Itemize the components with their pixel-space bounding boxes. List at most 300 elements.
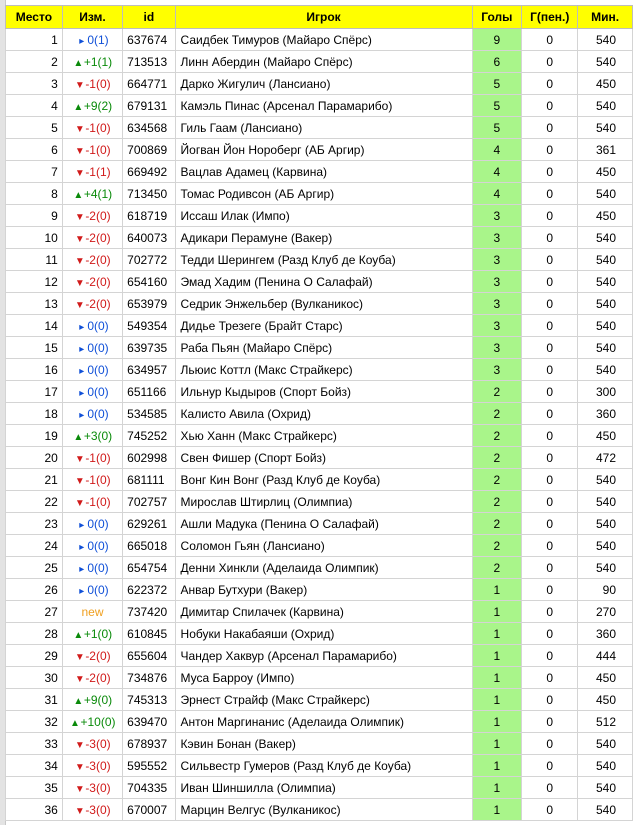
cell-player[interactable]: Тедди Шерингем (Разд Клуб де Коуба) (175, 249, 472, 271)
cell-place[interactable]: 21 (6, 469, 63, 491)
cell-goals[interactable]: 3 (472, 249, 522, 271)
cell-id[interactable]: 639470 (123, 711, 175, 733)
change-value: 0(1) (87, 32, 109, 47)
cell-penalty-goals[interactable]: 0 (522, 469, 578, 491)
cell-minutes[interactable]: 270 (578, 601, 633, 623)
cell-place[interactable]: 31 (6, 689, 63, 711)
cell-penalty-goals[interactable]: 0 (522, 667, 578, 689)
cell-place[interactable]: 5 (6, 117, 63, 139)
change-value: 0(0) (87, 384, 109, 399)
col-header-id[interactable]: id (123, 6, 175, 29)
cell-goals[interactable]: 5 (472, 117, 522, 139)
flag-icon: ▸ (79, 35, 85, 47)
cell-place[interactable]: 28 (6, 623, 63, 645)
cell-minutes[interactable]: 540 (578, 337, 633, 359)
cell-player[interactable]: Льюис Коттл (Макс Страйкерс) (175, 359, 472, 381)
cell-id[interactable]: 700869 (123, 139, 175, 161)
cell-change[interactable] (62, 73, 122, 95)
cell-change[interactable] (62, 799, 122, 821)
cell-player[interactable]: Саидбек Тимуров (Майаро Спёрс) (175, 29, 472, 51)
cell-player[interactable]: Вонг Кин Вонг (Разд Клуб де Коуба) (175, 469, 472, 491)
table-row (6, 469, 633, 491)
cell-penalty-goals[interactable]: 0 (522, 95, 578, 117)
cell-place[interactable]: 36 (6, 799, 63, 821)
cell-change[interactable] (62, 315, 122, 337)
cell-penalty-goals[interactable]: 0 (522, 513, 578, 535)
cell-minutes[interactable]: 540 (578, 491, 633, 513)
cell-minutes[interactable]: 540 (578, 535, 633, 557)
cell-goals[interactable]: 3 (472, 315, 522, 337)
cell-goals[interactable]: 1 (472, 667, 522, 689)
col-header-goals[interactable]: Голы (472, 6, 522, 29)
cell-minutes[interactable]: 540 (578, 359, 633, 381)
triangle-down-icon: ▼ (74, 497, 85, 509)
cell-change[interactable] (62, 227, 122, 249)
cell-penalty-goals[interactable]: 0 (522, 73, 578, 95)
cell-penalty-goals[interactable]: 0 (522, 557, 578, 579)
cell-player[interactable]: Анвар Бутхури (Вакер) (175, 579, 472, 601)
cell-penalty-goals[interactable]: 0 (522, 535, 578, 557)
change-value: +3(0) (83, 428, 113, 443)
cell-penalty-goals[interactable]: 0 (522, 799, 578, 821)
table-row (6, 689, 633, 711)
cell-goals[interactable]: 1 (472, 645, 522, 667)
cell-change[interactable] (62, 623, 122, 645)
cell-place[interactable]: 7 (6, 161, 63, 183)
cell-penalty-goals[interactable]: 0 (522, 777, 578, 799)
cell-penalty-goals[interactable]: 0 (522, 183, 578, 205)
cell-penalty-goals[interactable]: 0 (522, 733, 578, 755)
cell-goals[interactable]: 2 (472, 403, 522, 425)
cell-player[interactable]: Линн Абердин (Майаро Спёрс) (175, 51, 472, 73)
cell-id[interactable]: 745313 (123, 689, 175, 711)
cell-penalty-goals[interactable]: 0 (522, 227, 578, 249)
cell-id[interactable]: 681111 (123, 469, 175, 491)
cell-minutes[interactable]: 540 (578, 755, 633, 777)
cell-goals[interactable]: 6 (472, 51, 522, 73)
cell-penalty-goals[interactable]: 0 (522, 359, 578, 381)
triangle-down-icon: ▼ (74, 805, 85, 817)
cell-id[interactable]: 734876 (123, 667, 175, 689)
cell-minutes[interactable]: 450 (578, 425, 633, 447)
cell-penalty-goals[interactable]: 0 (522, 601, 578, 623)
cell-id[interactable]: 595552 (123, 755, 175, 777)
cell-id[interactable]: 702772 (123, 249, 175, 271)
cell-player[interactable]: Ашли Мадука (Пенина О Салафай) (175, 513, 472, 535)
cell-id[interactable]: 713513 (123, 51, 175, 73)
cell-player[interactable]: Хью Ханн (Макс Страйкерс) (175, 425, 472, 447)
cell-change[interactable] (62, 777, 122, 799)
cell-change[interactable] (62, 689, 122, 711)
cell-id[interactable]: 651166 (123, 381, 175, 403)
cell-minutes[interactable]: 540 (578, 315, 633, 337)
cell-id[interactable]: 639735 (123, 337, 175, 359)
cell-id[interactable]: 702757 (123, 491, 175, 513)
cell-minutes[interactable]: 540 (578, 51, 633, 73)
cell-goals[interactable]: 1 (472, 733, 522, 755)
cell-place[interactable]: 15 (6, 337, 63, 359)
cell-id[interactable]: 622372 (123, 579, 175, 601)
cell-goals[interactable]: 2 (472, 491, 522, 513)
cell-change[interactable] (62, 403, 122, 425)
cell-minutes[interactable]: 540 (578, 799, 633, 821)
cell-goals[interactable]: 1 (472, 755, 522, 777)
cell-goals[interactable]: 2 (472, 469, 522, 491)
cell-goals[interactable]: 3 (472, 337, 522, 359)
cell-change[interactable] (62, 557, 122, 579)
cell-player[interactable]: Камэль Пинас (Арсенал Парамарибо) (175, 95, 472, 117)
cell-id[interactable]: 602998 (123, 447, 175, 469)
cell-player[interactable]: Вацлав Адамец (Карвина) (175, 161, 472, 183)
cell-player[interactable]: Дарко Жигулич (Лансиано) (175, 73, 472, 95)
cell-player[interactable]: Эрнест Страйф (Макс Страйкерс) (175, 689, 472, 711)
cell-player[interactable]: Свен Фишер (Спорт Бойз) (175, 447, 472, 469)
cell-minutes[interactable]: 540 (578, 733, 633, 755)
change-value: -2(0) (85, 274, 111, 289)
table-row (6, 205, 633, 227)
triangle-up-icon: ▲ (73, 629, 84, 641)
cell-place[interactable]: 3 (6, 73, 63, 95)
change-value: +10(0) (80, 714, 116, 729)
cell-goals[interactable]: 1 (472, 601, 522, 623)
cell-minutes[interactable]: 540 (578, 95, 633, 117)
cell-goals[interactable]: 5 (472, 73, 522, 95)
cell-goals[interactable]: 4 (472, 161, 522, 183)
cell-change[interactable] (62, 139, 122, 161)
cell-player[interactable]: Дидье Трезеге (Брайт Старс) (175, 315, 472, 337)
cell-penalty-goals[interactable]: 0 (522, 249, 578, 271)
cell-place[interactable]: 17 (6, 381, 63, 403)
table-row (6, 535, 633, 557)
table-row (6, 711, 633, 733)
cell-player[interactable]: Мирослав Штирлиц (Олимпиа) (175, 491, 472, 513)
cell-place[interactable]: 4 (6, 95, 63, 117)
change-value: -2(0) (85, 252, 111, 267)
cell-change[interactable] (62, 337, 122, 359)
cell-place[interactable]: 1 (6, 29, 63, 51)
flag-icon: ▸ (79, 409, 85, 421)
cell-goals[interactable]: 4 (472, 183, 522, 205)
table-row (6, 29, 633, 51)
cell-player[interactable]: Гиль Гаам (Лансиано) (175, 117, 472, 139)
cell-penalty-goals[interactable]: 0 (522, 645, 578, 667)
cell-penalty-goals[interactable]: 0 (522, 711, 578, 733)
cell-goals[interactable]: 1 (472, 623, 522, 645)
cell-id[interactable]: 634568 (123, 117, 175, 139)
cell-place[interactable]: 10 (6, 227, 63, 249)
cell-goals[interactable]: 2 (472, 425, 522, 447)
change-value: -1(0) (85, 472, 111, 487)
table-row (6, 645, 633, 667)
cell-change[interactable] (62, 733, 122, 755)
cell-player[interactable]: Муса Барроу (Импо) (175, 667, 472, 689)
cell-place[interactable]: 14 (6, 315, 63, 337)
cell-id[interactable]: 669492 (123, 161, 175, 183)
flag-icon: ▸ (79, 541, 85, 553)
cell-goals[interactable]: 2 (472, 381, 522, 403)
change-value: +4(1) (83, 186, 113, 201)
cell-penalty-goals[interactable]: 0 (522, 579, 578, 601)
cell-goals[interactable]: 1 (472, 689, 522, 711)
cell-goals[interactable]: 1 (472, 799, 522, 821)
cell-minutes[interactable]: 540 (578, 249, 633, 271)
cell-id[interactable]: 665018 (123, 535, 175, 557)
cell-player[interactable]: Седрик Энжельбер (Вулканикос) (175, 293, 472, 315)
cell-penalty-goals[interactable]: 0 (522, 161, 578, 183)
cell-minutes[interactable]: 540 (578, 513, 633, 535)
cell-player[interactable]: Сильвестр Гумеров (Разд Клуб де Коуба) (175, 755, 472, 777)
cell-place[interactable]: 34 (6, 755, 63, 777)
cell-change[interactable] (62, 601, 122, 623)
cell-id[interactable]: 549354 (123, 315, 175, 337)
cell-change[interactable] (62, 711, 122, 733)
cell-id[interactable]: 618719 (123, 205, 175, 227)
table-row (6, 579, 633, 601)
cell-place[interactable]: 16 (6, 359, 63, 381)
cell-player[interactable]: Ильнур Кыдыров (Спорт Бойз) (175, 381, 472, 403)
cell-id[interactable]: 534585 (123, 403, 175, 425)
change-value: -2(0) (85, 230, 111, 245)
cell-penalty-goals[interactable]: 0 (522, 425, 578, 447)
cell-change[interactable] (62, 95, 122, 117)
cell-goals[interactable]: 1 (472, 777, 522, 799)
cell-player[interactable]: Нобуки Накабаяши (Охрид) (175, 623, 472, 645)
cell-player[interactable]: Томас Родивсон (АБ Аргир) (175, 183, 472, 205)
cell-player[interactable]: Эмад Хадим (Пенина О Салафай) (175, 271, 472, 293)
cell-player[interactable]: Димитар Спилачек (Карвина) (175, 601, 472, 623)
cell-place[interactable]: 19 (6, 425, 63, 447)
cell-place[interactable]: 29 (6, 645, 63, 667)
flag-icon: ▸ (79, 365, 85, 377)
cell-penalty-goals[interactable]: 0 (522, 689, 578, 711)
cell-id[interactable]: 634957 (123, 359, 175, 381)
triangle-up-icon: ▲ (73, 101, 84, 113)
cell-minutes[interactable]: 540 (578, 777, 633, 799)
cell-place[interactable]: 32 (6, 711, 63, 733)
cell-player[interactable]: Иван Шиншилла (Олимпиа) (175, 777, 472, 799)
cell-id[interactable]: 745252 (123, 425, 175, 447)
cell-change[interactable] (62, 491, 122, 513)
cell-minutes[interactable]: 360 (578, 623, 633, 645)
cell-goals[interactable]: 3 (472, 293, 522, 315)
cell-penalty-goals[interactable]: 0 (522, 315, 578, 337)
cell-player[interactable]: Иссаш Илак (Импо) (175, 205, 472, 227)
triangle-down-icon: ▼ (74, 475, 85, 487)
flag-icon: ▸ (79, 387, 85, 399)
cell-change[interactable] (62, 425, 122, 447)
table-row (6, 425, 633, 447)
change-value: -1(0) (85, 142, 111, 157)
cell-minutes[interactable]: 361 (578, 139, 633, 161)
cell-minutes[interactable]: 450 (578, 667, 633, 689)
cell-place[interactable]: 33 (6, 733, 63, 755)
cell-id[interactable]: 629261 (123, 513, 175, 535)
change-value: 0(0) (87, 516, 109, 531)
cell-id[interactable]: 670007 (123, 799, 175, 821)
cell-minutes[interactable]: 540 (578, 557, 633, 579)
cell-change[interactable] (62, 161, 122, 183)
cell-minutes[interactable]: 540 (578, 271, 633, 293)
cell-change[interactable] (62, 381, 122, 403)
cell-goals[interactable]: 2 (472, 557, 522, 579)
cell-player[interactable]: Денни Хинкли (Аделаида Олимпик) (175, 557, 472, 579)
cell-minutes[interactable]: 450 (578, 161, 633, 183)
cell-change[interactable] (62, 579, 122, 601)
cell-penalty-goals[interactable]: 0 (522, 51, 578, 73)
cell-id[interactable]: 654754 (123, 557, 175, 579)
cell-goals[interactable]: 2 (472, 535, 522, 557)
cell-player[interactable]: Йогван Йон Нороберг (АБ Аргир) (175, 139, 472, 161)
cell-change[interactable] (62, 117, 122, 139)
cell-minutes[interactable]: 360 (578, 403, 633, 425)
cell-change[interactable] (62, 51, 122, 73)
cell-place[interactable]: 26 (6, 579, 63, 601)
cell-minutes[interactable]: 444 (578, 645, 633, 667)
cell-minutes[interactable]: 540 (578, 293, 633, 315)
cell-goals[interactable]: 3 (472, 271, 522, 293)
cell-id[interactable]: 653979 (123, 293, 175, 315)
cell-id[interactable]: 664771 (123, 73, 175, 95)
cell-goals[interactable]: 3 (472, 359, 522, 381)
cell-goals[interactable]: 2 (472, 447, 522, 469)
cell-change[interactable] (62, 447, 122, 469)
cell-minutes[interactable]: 540 (578, 117, 633, 139)
cell-penalty-goals[interactable]: 0 (522, 491, 578, 513)
table-row (6, 359, 633, 381)
cell-change[interactable] (62, 755, 122, 777)
cell-id[interactable]: 678937 (123, 733, 175, 755)
cell-change[interactable] (62, 249, 122, 271)
cell-change[interactable] (62, 183, 122, 205)
cell-id[interactable]: 713450 (123, 183, 175, 205)
cell-minutes[interactable]: 512 (578, 711, 633, 733)
cell-player[interactable]: Чандер Хаквур (Арсенал Парамарибо) (175, 645, 472, 667)
cell-penalty-goals[interactable]: 0 (522, 29, 578, 51)
cell-penalty-goals[interactable]: 0 (522, 755, 578, 777)
cell-player[interactable]: Марцин Велгус (Вулканикос) (175, 799, 472, 821)
cell-id[interactable]: 679131 (123, 95, 175, 117)
cell-place[interactable]: 35 (6, 777, 63, 799)
cell-minutes[interactable]: 90 (578, 579, 633, 601)
cell-change[interactable] (62, 29, 122, 51)
cell-id[interactable]: 640073 (123, 227, 175, 249)
cell-minutes[interactable]: 450 (578, 73, 633, 95)
cell-place[interactable]: 22 (6, 491, 63, 513)
cell-goals[interactable]: 1 (472, 579, 522, 601)
cell-goals[interactable]: 2 (472, 513, 522, 535)
table-row (6, 755, 633, 777)
cell-place[interactable]: 9 (6, 205, 63, 227)
table-row (6, 161, 633, 183)
cell-minutes[interactable]: 450 (578, 689, 633, 711)
cell-id[interactable]: 654160 (123, 271, 175, 293)
cell-penalty-goals[interactable]: 0 (522, 403, 578, 425)
cell-goals[interactable]: 4 (472, 139, 522, 161)
cell-penalty-goals[interactable]: 0 (522, 205, 578, 227)
cell-place[interactable]: 2 (6, 51, 63, 73)
cell-penalty-goals[interactable]: 0 (522, 139, 578, 161)
cell-penalty-goals[interactable]: 0 (522, 293, 578, 315)
cell-id[interactable]: 637674 (123, 29, 175, 51)
cell-change[interactable] (62, 469, 122, 491)
cell-change[interactable] (62, 359, 122, 381)
col-header-player[interactable]: Игрок (175, 6, 472, 29)
cell-penalty-goals[interactable]: 0 (522, 337, 578, 359)
change-value: -1(0) (85, 450, 111, 465)
cell-id[interactable]: 610845 (123, 623, 175, 645)
cell-place[interactable]: 8 (6, 183, 63, 205)
col-header-penalty-goals[interactable]: Г(пен.) (522, 6, 578, 29)
change-value: new (81, 604, 104, 619)
cell-id[interactable]: 704335 (123, 777, 175, 799)
cell-change[interactable] (62, 271, 122, 293)
cell-change[interactable] (62, 645, 122, 667)
cell-place[interactable]: 20 (6, 447, 63, 469)
cell-minutes[interactable]: 450 (578, 205, 633, 227)
cell-change[interactable] (62, 513, 122, 535)
change-value: 0(0) (87, 560, 109, 575)
cell-minutes[interactable]: 300 (578, 381, 633, 403)
cell-penalty-goals[interactable]: 0 (522, 381, 578, 403)
cell-id[interactable]: 655604 (123, 645, 175, 667)
cell-player[interactable]: Раба Пьян (Майаро Спёрс) (175, 337, 472, 359)
cell-minutes[interactable]: 540 (578, 227, 633, 249)
cell-place[interactable]: 13 (6, 293, 63, 315)
cell-place[interactable]: 18 (6, 403, 63, 425)
cell-penalty-goals[interactable]: 0 (522, 271, 578, 293)
cell-change[interactable] (62, 205, 122, 227)
cell-penalty-goals[interactable]: 0 (522, 623, 578, 645)
cell-place[interactable]: 11 (6, 249, 63, 271)
cell-place[interactable]: 23 (6, 513, 63, 535)
cell-goals[interactable]: 5 (472, 95, 522, 117)
cell-minutes[interactable]: 540 (578, 29, 633, 51)
cell-minutes[interactable]: 472 (578, 447, 633, 469)
cell-change[interactable] (62, 535, 122, 557)
cell-place[interactable]: 6 (6, 139, 63, 161)
cell-goals[interactable]: 3 (472, 205, 522, 227)
cell-player[interactable]: Кэвин Бонан (Вакер) (175, 733, 472, 755)
cell-goals[interactable]: 1 (472, 711, 522, 733)
change-value: -3(0) (85, 758, 111, 773)
table-row (6, 601, 633, 623)
triangle-up-icon: ▲ (70, 717, 80, 729)
col-header-change[interactable]: Изм. (62, 6, 122, 29)
col-header-place[interactable]: Место (6, 6, 63, 29)
cell-penalty-goals[interactable]: 0 (522, 117, 578, 139)
cell-change[interactable] (62, 293, 122, 315)
triangle-down-icon: ▼ (74, 233, 85, 245)
cell-player[interactable]: Антон Маргинанис (Аделаида Олимпик) (175, 711, 472, 733)
cell-place[interactable]: 24 (6, 535, 63, 557)
cell-player[interactable]: Адикари Перамуне (Вакер) (175, 227, 472, 249)
cell-change[interactable] (62, 667, 122, 689)
cell-player[interactable]: Калисто Авила (Охрид) (175, 403, 472, 425)
col-header-minutes[interactable]: Мин. (578, 6, 633, 29)
cell-place[interactable]: 25 (6, 557, 63, 579)
table-row (6, 117, 633, 139)
cell-goals[interactable]: 3 (472, 227, 522, 249)
cell-player[interactable]: Соломон Гьян (Лансиано) (175, 535, 472, 557)
cell-goals[interactable]: 9 (472, 29, 522, 51)
cell-place[interactable]: 12 (6, 271, 63, 293)
cell-minutes[interactable]: 540 (578, 183, 633, 205)
cell-penalty-goals[interactable]: 0 (522, 447, 578, 469)
cell-id[interactable]: 737420 (123, 601, 175, 623)
cell-place[interactable]: 30 (6, 667, 63, 689)
cell-place[interactable]: 27 (6, 601, 63, 623)
cell-minutes[interactable]: 540 (578, 469, 633, 491)
